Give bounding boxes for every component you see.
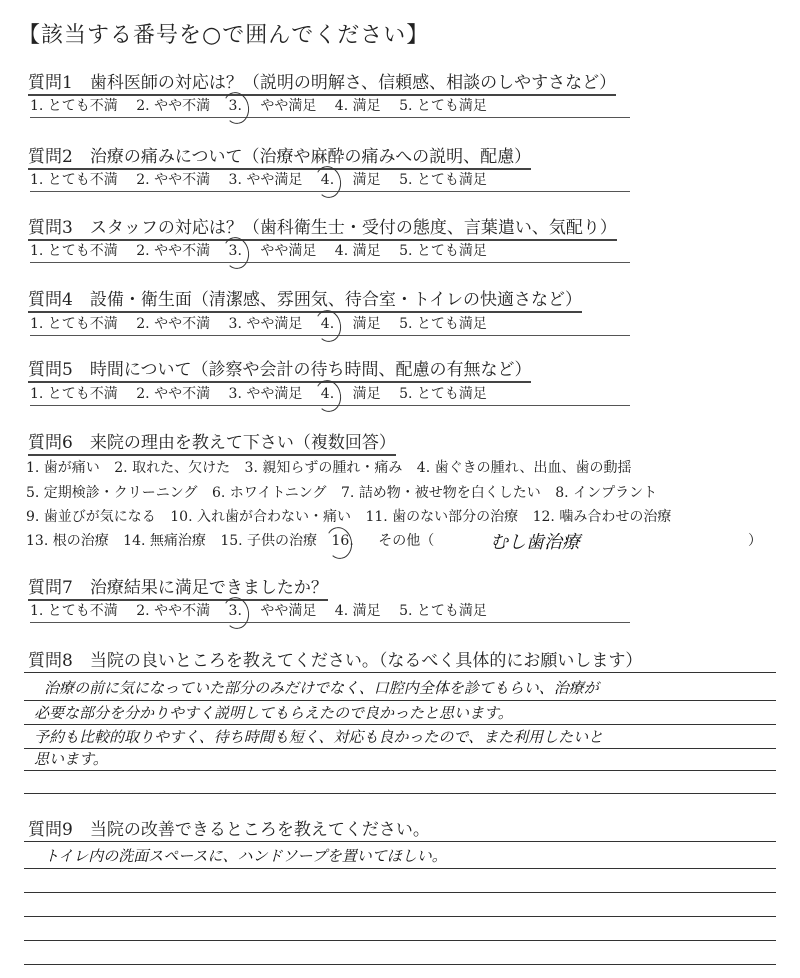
q1-option-5[interactable]: 5. とても満足 bbox=[399, 98, 487, 114]
q6-option-5[interactable]: 5. 定期検診・クリーニング bbox=[26, 485, 198, 501]
question-4-title: 質問4 設備・衛生面（清潔感、雰囲気、待合室・トイレの快適さなど） bbox=[28, 285, 582, 313]
q5-option-1[interactable]: 1. とても不満 bbox=[30, 386, 118, 402]
q6-option-8[interactable]: 8. インプラント bbox=[555, 485, 658, 501]
question-4-options bbox=[30, 313, 630, 336]
q6-other-answer[interactable]: むし歯治療 bbox=[490, 532, 580, 553]
question-1-options bbox=[30, 95, 630, 118]
q6-option-10[interactable]: 10. 入れ歯が合わない・痛い bbox=[170, 509, 351, 525]
question-8-title: 質問8 当院の良いところを教えてください。（なるべく具体的にお願いします） bbox=[28, 651, 643, 671]
circle-mark-icon bbox=[220, 595, 251, 631]
question-9-title: 質問9 当院の改善できるところを教えてください。 bbox=[28, 820, 430, 840]
q6-option-6[interactable]: 6. ホワイトニング bbox=[211, 485, 327, 501]
q7-option-3-circled[interactable]: 3. bbox=[229, 603, 242, 619]
q4-option-5[interactable]: 5. とても満足 bbox=[399, 316, 487, 332]
q6-option-14[interactable]: 14. 無痛治療 bbox=[123, 533, 206, 549]
q3-option-5[interactable]: 5. とても満足 bbox=[399, 243, 487, 259]
q8-answer-line-3[interactable]: 予約も比較的取りやすく、待ち時間も短く、対応も良かったので、また利用したいと bbox=[34, 728, 604, 746]
circle-mark-icon bbox=[312, 164, 343, 200]
q1-option-1[interactable]: 1. とても不満 bbox=[30, 98, 118, 114]
q2-option-4-circled[interactable]: 4. bbox=[321, 172, 334, 188]
q6-option-1[interactable]: 1. 歯が痛い bbox=[26, 460, 100, 476]
q6-option-16-circled[interactable]: 16. bbox=[332, 533, 364, 549]
answer-line bbox=[24, 940, 776, 941]
q6-close-paren: ） bbox=[748, 533, 762, 549]
answer-line bbox=[24, 964, 776, 965]
q3-option-3-label: やや満足 bbox=[260, 243, 317, 259]
q2-option-5[interactable]: 5. とても満足 bbox=[399, 172, 487, 188]
answer-line bbox=[24, 700, 776, 701]
answer-line bbox=[24, 748, 776, 749]
answer-line bbox=[24, 892, 776, 893]
answer-line bbox=[24, 868, 776, 869]
question-2-options bbox=[30, 169, 630, 192]
q6-row-2 bbox=[26, 482, 667, 502]
q5-option-4-label: 満足 bbox=[352, 386, 381, 402]
q6-row-3 bbox=[26, 506, 681, 526]
answer-line bbox=[24, 724, 776, 725]
q6-row-4 bbox=[26, 530, 444, 550]
q6-row-1 bbox=[26, 457, 641, 477]
q2-option-2[interactable]: 2. やや不満 bbox=[136, 172, 211, 188]
circle-mark-icon bbox=[220, 235, 251, 271]
q1-option-3-circled[interactable]: 3. bbox=[229, 98, 242, 114]
q3-option-2[interactable]: 2. やや不満 bbox=[136, 243, 211, 259]
q1-option-4[interactable]: 4. 満足 bbox=[334, 98, 381, 114]
q4-option-3[interactable]: 3. やや満足 bbox=[228, 316, 303, 332]
question-3-options bbox=[30, 240, 630, 263]
question-2-title: 質問2 治療の痛みについて（治療や麻酔の痛みへの説明、配慮） bbox=[28, 142, 531, 170]
question-5-title: 質問5 時間について（診察や会計の待ち時間、配慮の有無など） bbox=[28, 355, 531, 383]
q3-option-4[interactable]: 4. 満足 bbox=[334, 243, 381, 259]
q1-option-3-label: やや満足 bbox=[260, 98, 317, 114]
q3-option-1[interactable]: 1. とても不満 bbox=[30, 243, 118, 259]
answer-line bbox=[24, 841, 776, 842]
q2-option-4-label: 満足 bbox=[352, 172, 381, 188]
q5-option-4-circled[interactable]: 4. bbox=[321, 386, 334, 402]
question-7-options bbox=[30, 600, 630, 623]
q6-option-2[interactable]: 2. 取れた、欠けた bbox=[114, 460, 231, 476]
question-5-options bbox=[30, 383, 630, 406]
q5-option-2[interactable]: 2. やや不満 bbox=[136, 386, 211, 402]
question-3-title: 質問3 スタッフの対応は？（歯科衛生士・受付の態度、言葉遣い、気配り） bbox=[28, 213, 617, 241]
q8-answer-line-4[interactable]: 思います。 bbox=[34, 750, 108, 768]
circle-mark-icon bbox=[220, 90, 251, 126]
q3-option-3-circled[interactable]: 3. bbox=[229, 243, 242, 259]
q6-option-4[interactable]: 4. 歯ぐきの腫れ、出血、歯の動揺 bbox=[416, 460, 632, 476]
q8-answer-line-1[interactable]: 治療の前に気になっていた部分のみだけでなく、口腔内全体を診てもらい、治療が bbox=[44, 679, 599, 697]
circle-mark-icon bbox=[312, 378, 343, 414]
q6-option-3[interactable]: 3. 親知らずの腫れ・痛み bbox=[244, 460, 403, 476]
q7-option-3-label: やや満足 bbox=[260, 603, 317, 619]
q2-option-1[interactable]: 1. とても不満 bbox=[30, 172, 118, 188]
answer-line bbox=[24, 672, 776, 673]
q5-option-3[interactable]: 3. やや満足 bbox=[228, 386, 303, 402]
circle-mark-icon bbox=[323, 525, 354, 561]
q4-option-1[interactable]: 1. とても不満 bbox=[30, 316, 118, 332]
q6-option-12[interactable]: 12. 噛み合わせの治療 bbox=[532, 509, 672, 525]
q4-option-4-circled[interactable]: 4. bbox=[321, 316, 334, 332]
q7-option-1[interactable]: 1. とても不満 bbox=[30, 603, 118, 619]
answer-line bbox=[24, 916, 776, 917]
q5-option-5[interactable]: 5. とても満足 bbox=[399, 386, 487, 402]
answer-line bbox=[24, 770, 776, 771]
q6-option-13[interactable]: 13. 根の治療 bbox=[26, 533, 109, 549]
q7-option-2[interactable]: 2. やや不満 bbox=[136, 603, 211, 619]
q6-option-15[interactable]: 15. 子供の治療 bbox=[220, 533, 318, 549]
instructions-header: 【該当する番号を○で囲んでください】 bbox=[18, 23, 430, 48]
q8-answer-line-2[interactable]: 必要な部分を分かりやすく説明してもらえたので良かったと思います。 bbox=[34, 704, 513, 722]
question-7-title: 質問7 治療結果に満足できましたか？ bbox=[28, 573, 328, 601]
question-6-title: 質問6 来院の理由を教えて下さい（複数回答） bbox=[28, 428, 396, 456]
q4-option-2[interactable]: 2. やや不満 bbox=[136, 316, 211, 332]
q6-option-11[interactable]: 11. 歯のない部分の治療 bbox=[365, 509, 519, 525]
q9-answer-line-1[interactable]: トイレ内の洗面スペースに、ハンドソープを置いてほしい。 bbox=[44, 847, 447, 865]
q7-option-4[interactable]: 4. 満足 bbox=[334, 603, 381, 619]
circle-mark-icon bbox=[312, 308, 343, 344]
q2-option-3[interactable]: 3. やや満足 bbox=[228, 172, 303, 188]
q6-option-other-label: その他（ bbox=[378, 533, 435, 549]
q6-option-9[interactable]: 9. 歯並びが気になる bbox=[26, 509, 156, 525]
q6-option-7[interactable]: 7. 詰め物・被せ物を白くしたい bbox=[341, 485, 541, 501]
q4-option-4-label: 満足 bbox=[352, 316, 381, 332]
question-1-title: 質問1 歯科医師の対応は？（説明の明解さ、信頼感、相談のしやすさなど） bbox=[28, 68, 616, 96]
q1-option-2[interactable]: 2. やや不満 bbox=[136, 98, 211, 114]
answer-line bbox=[24, 793, 776, 794]
q7-option-5[interactable]: 5. とても満足 bbox=[399, 603, 487, 619]
